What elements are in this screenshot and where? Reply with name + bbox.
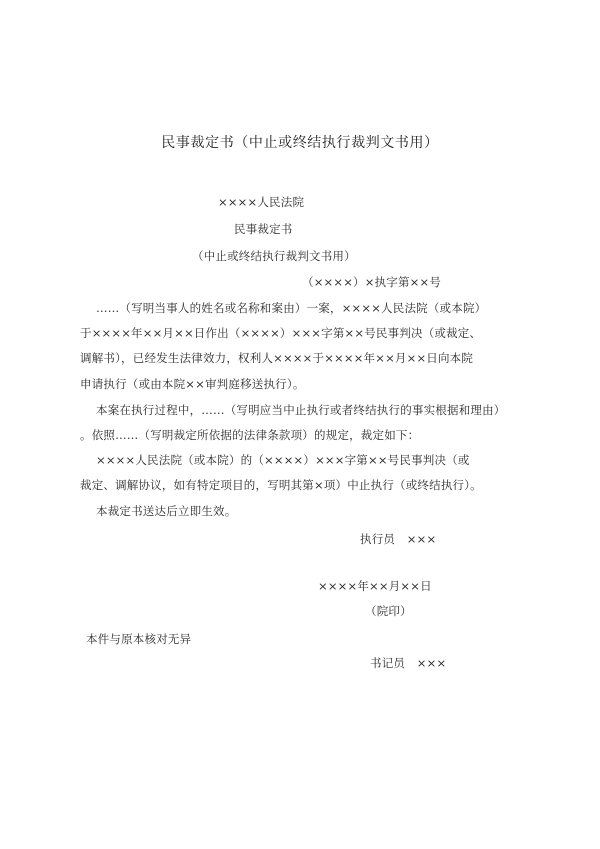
court-name: ××××人民法院 xyxy=(218,195,305,209)
paragraph3-line-1: ××××人民法院（或本院）的（××××）×××字第××号民事判决（或 xyxy=(96,453,470,467)
ruling-date: ××××年××月××日 xyxy=(318,579,432,593)
clerk-signature: 书记员 ××× xyxy=(370,656,447,670)
paragraph1-line-4: 申请执行（或由本院××审判庭移送执行）。 xyxy=(80,377,305,391)
case-number: （××××）×执字第××号 xyxy=(302,275,442,289)
document-title: 民事裁定书（中止或终结执行裁判文书用） xyxy=(161,135,439,151)
effect-statement: 本裁定书送达后立即生效。 xyxy=(96,504,237,518)
paragraph2-line-2: 。依照……（写明裁定所依据的法律条款项）的规定，裁定如下： xyxy=(80,428,420,442)
executor-signature: 执行员 ××× xyxy=(360,532,437,546)
paragraph3-line-2: 裁定、调解协议，如有特定项目的，写明其第×项）中止执行（或终结执行）。 xyxy=(80,478,482,492)
document-subtitle: （中止或终结执行裁判文书用） xyxy=(192,249,356,263)
paragraph1-line-1: ……（写明当事人的姓名或名称和案由）一案，××××人民法院（或本院） xyxy=(96,301,487,315)
verification-note: 本件与原本核对无异 xyxy=(86,632,192,646)
document-type: 民事裁定书 xyxy=(234,222,293,236)
paragraph1-line-3: 调解书），已经发生法律效力，权利人××××于××××年××月××日向本院 xyxy=(80,351,474,365)
paragraph1-line-2: 于××××年××月××日作出（××××）×××字第××号民事判决（或裁定、 xyxy=(80,326,482,340)
court-seal: （院印） xyxy=(365,604,412,618)
paragraph2-line-1: 本案在执行过程中，……（写明应当中止执行或者终结执行的事实根据和理由） xyxy=(96,403,506,417)
